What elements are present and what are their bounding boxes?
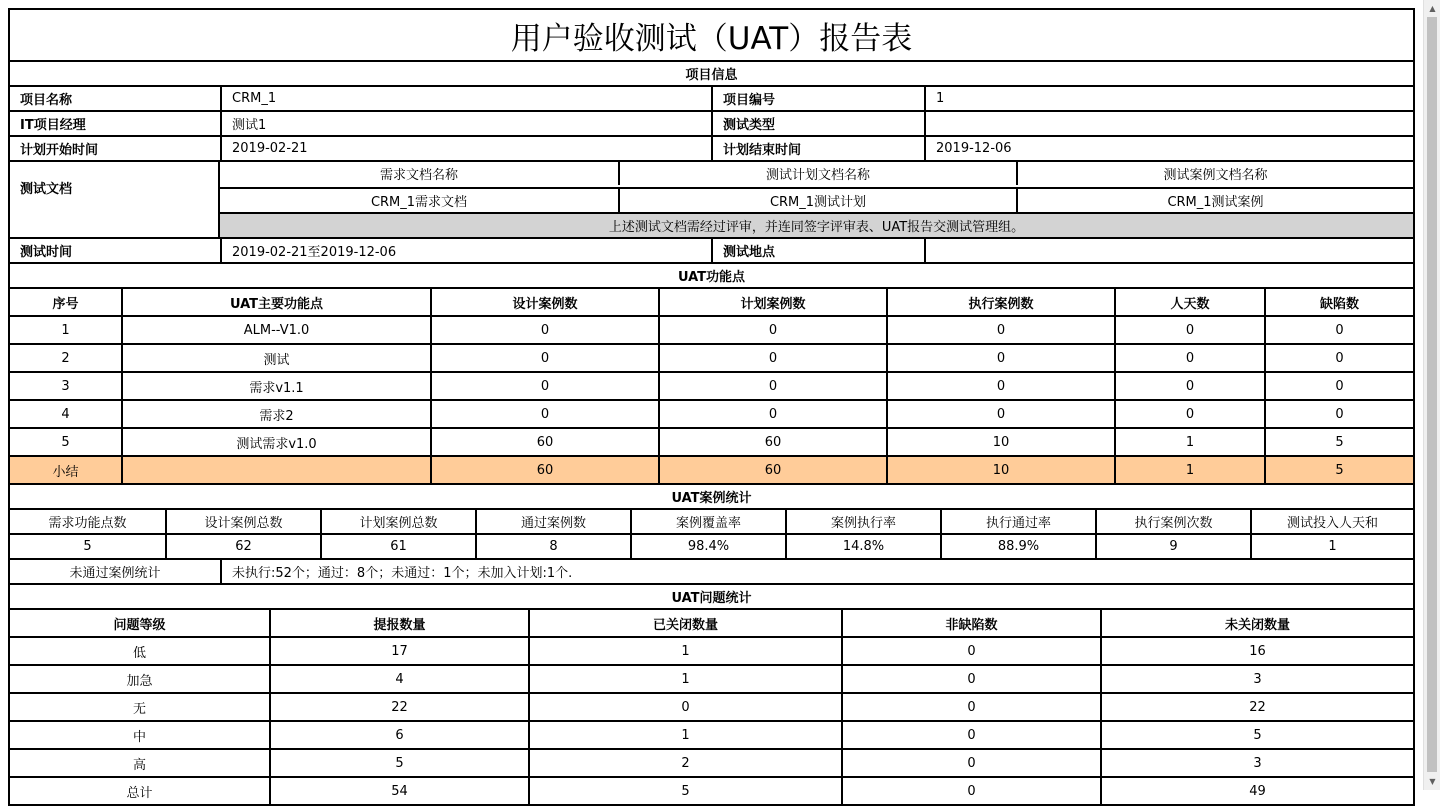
stat-header: 案例覆盖率: [630, 510, 785, 533]
stat-header: 需求功能点数: [48, 516, 127, 531]
cell-open: 16: [1100, 638, 1413, 664]
cell-non-defect: 0: [841, 666, 1100, 692]
cell-closed: 1: [528, 666, 841, 692]
stat-value: 5: [83, 539, 92, 554]
stat-value: 88.9%: [940, 535, 1095, 558]
vertical-scrollbar[interactable]: [1423, 0, 1440, 790]
docs-header-row: [220, 162, 1413, 187]
subtotal-days: 1: [1114, 457, 1264, 483]
cell-seq: 2: [61, 350, 70, 366]
cell-function: 测试需求v1.0: [121, 429, 430, 455]
total-row: [10, 776, 1413, 804]
subtotal-function: [121, 457, 430, 483]
cell-level: 高: [132, 757, 146, 773]
test-docs-block: [10, 160, 1413, 237]
plan-start-value: 2019-02-21: [220, 137, 711, 160]
cell-closed: 5: [528, 778, 841, 804]
stat-value: 98.4%: [630, 535, 785, 558]
plan-doc-value: CRM_1测试计划: [618, 189, 1016, 212]
col-man-days: 人天数: [1114, 289, 1264, 315]
cell-non-defect: 0: [841, 722, 1100, 748]
cell-defects: 0: [1264, 317, 1413, 343]
cell-function: 需求2: [121, 401, 430, 427]
stat-value: 61: [320, 535, 475, 558]
test-type-label: 测试类型: [711, 112, 924, 135]
cell-closed: 1: [528, 638, 841, 664]
stat-header: 执行通过率: [940, 510, 1095, 533]
fail-stats-label: 未通过案例统计: [69, 566, 161, 581]
cell-closed: 1: [528, 722, 841, 748]
col-seq: 序号: [52, 296, 79, 312]
case-stats-value-row: [10, 533, 1413, 558]
test-time-value: 2019-02-21至2019-12-06: [220, 239, 711, 262]
col-plan-cases: 计划案例数: [658, 289, 886, 315]
stat-header: 设计案例总数: [165, 510, 320, 533]
manager-row: [10, 110, 1413, 135]
cell-open: 22: [1100, 694, 1413, 720]
fail-stats-value: 未执行:52个；通过：8个；未通过：1个；未加入计划:1个.: [220, 560, 1413, 583]
cell-design: 60: [430, 429, 658, 455]
cell-reported: 5: [269, 750, 528, 776]
cell-level: 中: [132, 729, 146, 745]
stat-header: 案例执行率: [785, 510, 940, 533]
req-doc-value: CRM_1需求文档: [370, 195, 468, 210]
cell-seq: 1: [61, 322, 70, 338]
cell-defects: 0: [1264, 345, 1413, 371]
cell-reported: 4: [269, 666, 528, 692]
cell-design: 0: [430, 317, 658, 343]
cell-open: 3: [1100, 666, 1413, 692]
project-name-row: [10, 85, 1413, 110]
cell-exec: 0: [886, 373, 1114, 399]
test-place-label: 测试地点: [711, 239, 924, 262]
col-design-cases: 设计案例数: [430, 289, 658, 315]
docs-note: 上述测试文档需经过评审，并连同签字评审表、UAT报告交测试管理组。: [220, 214, 1413, 237]
cell-defects: 0: [1264, 373, 1413, 399]
col-reported: 提报数量: [269, 610, 528, 636]
cell-level: 无: [132, 701, 146, 717]
plan-end-value: 2019-12-06: [924, 137, 1413, 160]
scroll-down-icon[interactable]: ▼: [1429, 777, 1436, 786]
cell-exec: 0: [886, 317, 1114, 343]
fail-stats-row: [10, 558, 1413, 583]
col-function: UAT主要功能点: [121, 289, 430, 315]
test-type-value: [924, 112, 1413, 135]
test-time-row: [10, 237, 1413, 262]
cell-plan: 0: [658, 373, 886, 399]
col-closed: 已关闭数量: [528, 610, 841, 636]
col-open: 未关闭数量: [1100, 610, 1413, 636]
section-case-stats: UAT案例统计: [10, 483, 1413, 508]
cell-design: 0: [430, 373, 658, 399]
cell-days: 0: [1114, 345, 1264, 371]
cell-days: 1: [1114, 429, 1264, 455]
table-row: [10, 371, 1413, 399]
table-row: [10, 664, 1413, 692]
stat-value: 1: [1250, 535, 1413, 558]
cell-closed: 0: [528, 694, 841, 720]
cell-open: 49: [1100, 778, 1413, 804]
project-code-label: 项目编号: [711, 87, 924, 110]
cell-days: 0: [1114, 373, 1264, 399]
section-issue-stats: UAT问题统计: [10, 583, 1413, 608]
report-title: 用户验收测试（UAT）报告表: [510, 20, 913, 57]
cell-reported: 54: [269, 778, 528, 804]
docs-note-row: [220, 212, 1413, 237]
stat-header: 执行案例次数: [1095, 510, 1250, 533]
case-stats-header-row: [10, 508, 1413, 533]
stat-value: 62: [165, 535, 320, 558]
subtotal-design: 60: [430, 457, 658, 483]
scroll-up-icon[interactable]: ▲: [1429, 4, 1436, 13]
manager-value: 测试1: [220, 112, 711, 135]
stat-value: 9: [1095, 535, 1250, 558]
cell-open: 3: [1100, 750, 1413, 776]
cell-plan: 0: [658, 317, 886, 343]
col-defects: 缺陷数: [1264, 289, 1413, 315]
plan-dates-row: [10, 135, 1413, 160]
stat-value: 14.8%: [785, 535, 940, 558]
cell-open: 5: [1100, 722, 1413, 748]
table-row: [10, 427, 1413, 455]
plan-end-label: 计划结束时间: [711, 137, 924, 160]
table-row: [10, 399, 1413, 427]
functions-header-row: [10, 287, 1413, 315]
cell-exec: 0: [886, 345, 1114, 371]
cell-level: 加急: [126, 673, 153, 689]
subtotal-label: 小结: [10, 457, 121, 483]
issue-header-row: [10, 608, 1413, 636]
cell-closed: 2: [528, 750, 841, 776]
stat-header: 计划案例总数: [320, 510, 475, 533]
test-docs-label: 测试文档: [10, 162, 220, 237]
stat-header: 测试投入人天和: [1250, 510, 1413, 533]
manager-label: IT项目经理: [20, 118, 86, 133]
cell-function: 测试: [121, 345, 430, 371]
project-name-value: CRM_1: [220, 87, 711, 110]
cell-plan: 60: [658, 429, 886, 455]
table-row: [10, 636, 1413, 664]
cell-seq: 5: [61, 434, 70, 450]
col-exec-cases: 执行案例数: [886, 289, 1114, 315]
cell-reported: 6: [269, 722, 528, 748]
cell-design: 0: [430, 345, 658, 371]
cell-non-defect: 0: [841, 638, 1100, 664]
scroll-thumb[interactable]: [1427, 17, 1437, 772]
cell-design: 0: [430, 401, 658, 427]
subtotal-row: [10, 455, 1413, 483]
case-doc-header: 测试案例文档名称: [1016, 162, 1413, 185]
cell-reported: 17: [269, 638, 528, 664]
cell-reported: 22: [269, 694, 528, 720]
cell-level: 低: [132, 645, 146, 661]
cell-seq: 4: [61, 406, 70, 422]
project-code-value: 1: [924, 87, 1413, 110]
uat-report-table: [8, 8, 1415, 806]
table-row: [10, 748, 1413, 776]
subtotal-defects: 5: [1264, 457, 1413, 483]
cell-non-defect: 0: [841, 750, 1100, 776]
cell-non-defect: 0: [841, 778, 1100, 804]
cell-plan: 0: [658, 401, 886, 427]
subtotal-plan: 60: [658, 457, 886, 483]
stat-value: 8: [475, 535, 630, 558]
req-doc-header: 需求文档名称: [379, 168, 458, 183]
test-place-value: [924, 239, 1413, 262]
cell-seq: 3: [61, 378, 70, 394]
table-row: [10, 343, 1413, 371]
subtotal-exec: 10: [886, 457, 1114, 483]
project-name-label: 项目名称: [20, 93, 73, 108]
plan-start-label: 计划开始时间: [20, 143, 99, 158]
case-doc-value: CRM_1测试案例: [1016, 189, 1413, 212]
table-row: [10, 315, 1413, 343]
plan-doc-header: 测试计划文档名称: [618, 162, 1016, 185]
cell-plan: 0: [658, 345, 886, 371]
cell-defects: 5: [1264, 429, 1413, 455]
cell-days: 0: [1114, 317, 1264, 343]
col-level: 问题等级: [113, 617, 166, 633]
cell-exec: 0: [886, 401, 1114, 427]
docs-value-row: [220, 187, 1413, 212]
cell-defects: 0: [1264, 401, 1413, 427]
cell-days: 0: [1114, 401, 1264, 427]
cell-level: 总计: [126, 785, 153, 801]
cell-exec: 10: [886, 429, 1114, 455]
section-functions: UAT功能点: [10, 262, 1413, 287]
stat-header: 通过案例数: [475, 510, 630, 533]
cell-non-defect: 0: [841, 694, 1100, 720]
cell-function: ALM--V1.0: [121, 317, 430, 343]
section-project-info: 项目信息: [10, 60, 1413, 85]
col-non-defect: 非缺陷数: [841, 610, 1100, 636]
table-row: [10, 692, 1413, 720]
table-row: [10, 720, 1413, 748]
test-time-label: 测试时间: [20, 245, 73, 260]
cell-function: 需求v1.1: [121, 373, 430, 399]
